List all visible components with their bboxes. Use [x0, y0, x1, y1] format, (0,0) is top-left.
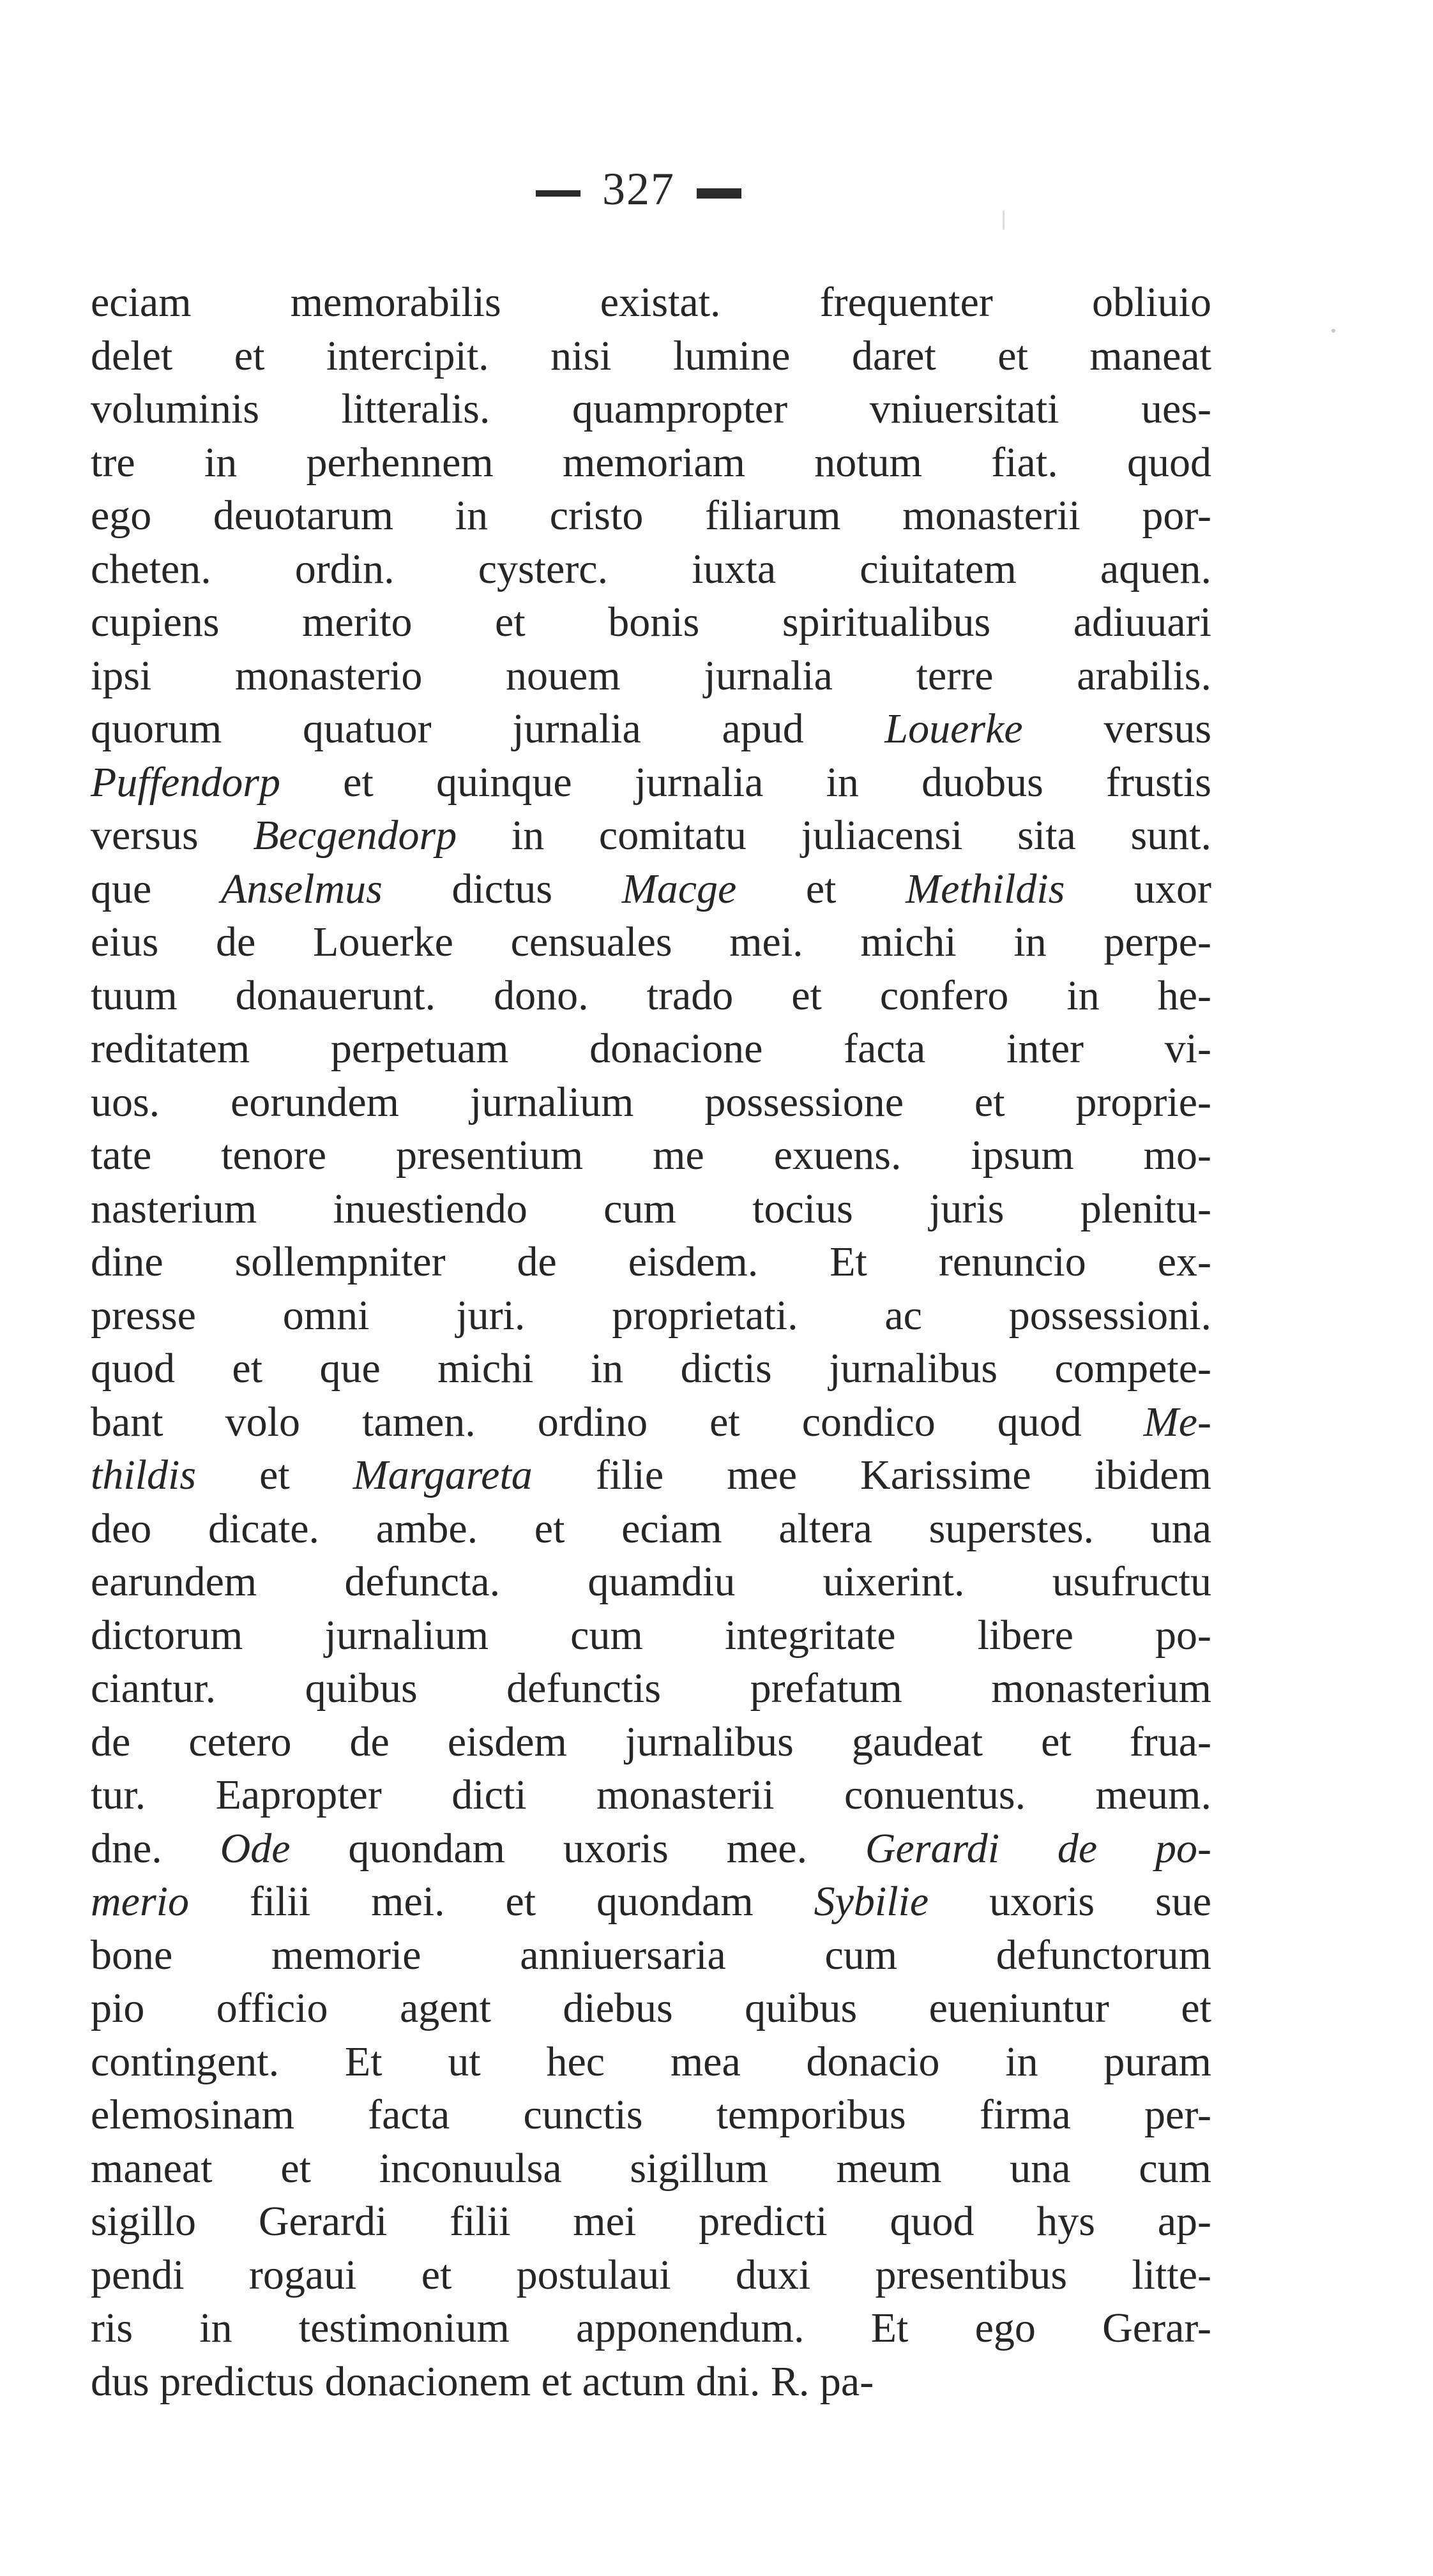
text-line — [91, 649, 1211, 703]
italic-name-segment: Me- — [1143, 1398, 1211, 1445]
text-line — [91, 1022, 1211, 1076]
text-segment: pendi rogaui et postulaui duxi presentibus litte- — [91, 2251, 1211, 2298]
text-line — [91, 1609, 1211, 1662]
text-line — [91, 969, 1211, 1023]
text-line — [91, 2142, 1211, 2196]
text-segment: dictorum jurnalium cum integritate libere po- — [91, 1611, 1211, 1659]
text-segment: filie mee Karissime ibidem — [532, 1452, 1211, 1498]
text-line — [91, 2355, 1211, 2409]
text-segment: contingent. Et ut hec mea donacio in puram — [91, 2038, 1211, 2085]
text-segment: elemosinam facta cunctis temporibus firma per- — [91, 2091, 1211, 2138]
text-segment: uxoris sue — [929, 1878, 1211, 1925]
text-line — [91, 596, 1211, 649]
text-line — [91, 2301, 1211, 2355]
text-line — [91, 1502, 1211, 1556]
text-line — [91, 1875, 1211, 1929]
text-line — [91, 1929, 1211, 1982]
text-segment: tre in perhennem memoriam notum fiat. quod — [91, 439, 1211, 486]
text-segment: uos. eorundem jurnalium possessione et proprie- — [91, 1078, 1211, 1126]
text-line — [91, 436, 1211, 490]
text-segment: bant volo tamen. ordino et condico quod — [91, 1398, 1144, 1445]
text-segment: eciam memorabilis existat. frequenter obliuio — [91, 279, 1211, 326]
italic-name-segment: Anselmus — [220, 865, 383, 912]
text-line — [91, 1768, 1211, 1822]
paper-mark — [1003, 211, 1005, 230]
text-segment: delet et intercipit. nisi lumine daret et maneat — [91, 332, 1211, 379]
text-segment: maneat et inconuulsa sigillum meum una cum — [91, 2144, 1211, 2192]
text-line — [91, 809, 1211, 862]
text-segment: voluminis litteralis. quampropter vniuersitati ues- — [91, 386, 1211, 432]
text-line — [91, 2088, 1211, 2142]
text-segment: ciantur. quibus defunctis prefatum monasterium — [91, 1665, 1211, 1712]
italic-name-segment: Margareta — [353, 1452, 533, 1498]
text-segment: quondam uxoris mee. — [290, 1825, 865, 1872]
page-number: 327 — [602, 163, 675, 215]
text-line — [91, 276, 1211, 329]
text-segment: nasterium inuestiendo cum tocius juris plenitu- — [91, 1185, 1211, 1232]
text-line — [91, 1076, 1211, 1129]
text-line — [91, 1342, 1211, 1396]
text-segment: dus predictus donacionem et actum dni. R. pa- — [91, 2358, 874, 2405]
text-segment: tur. Eapropter dicti monasterii conuentus. meum. — [91, 1772, 1211, 1818]
text-segment: cheten. ordin. cysterc. iuxta ciuitatem aquen. — [91, 545, 1211, 592]
text-segment: versus — [1022, 705, 1211, 752]
text-segment: deo dicate. ambe. et eciam altera superstes. una — [91, 1505, 1211, 1552]
text-segment: dine sollempniter de eisdem. Et renuncio ex- — [91, 1239, 1211, 1285]
text-segment: cupiens merito et bonis spiritualibus adiuuari — [91, 599, 1211, 645]
text-line — [91, 382, 1211, 436]
text-line — [91, 915, 1211, 969]
text-line — [91, 1982, 1211, 2035]
text-line — [91, 1449, 1211, 1502]
text-segment: que — [91, 865, 221, 912]
text-line — [91, 1715, 1211, 1769]
italic-name-segment: Puffendorp — [91, 758, 280, 806]
text-line — [91, 756, 1211, 810]
text-segment: dictus — [382, 865, 622, 912]
italic-name-segment: Methildis — [906, 865, 1065, 912]
text-line — [91, 1235, 1211, 1289]
text-segment: eius de Louerke censuales mei. michi in perpe- — [91, 919, 1211, 965]
text-segment: reditatem perpetuam donacione facta inter vi- — [91, 1025, 1211, 1072]
text-segment: in comitatu juliacensi sita sunt. — [457, 812, 1211, 859]
text-segment: dne. — [91, 1825, 220, 1872]
text-segment: filii mei. et quondam — [188, 1878, 814, 1925]
text-line — [91, 329, 1211, 383]
italic-name-segment: merio — [91, 1878, 189, 1925]
text-line — [91, 862, 1211, 916]
text-segment: ipsi monasterio nouem jurnalia terre arabilis. — [91, 652, 1211, 699]
italic-name-segment: Sybilie — [814, 1878, 929, 1925]
text-line — [91, 2248, 1211, 2302]
text-segment: uxor — [1065, 865, 1212, 912]
text-line — [91, 489, 1211, 543]
italic-name-segment: Macge — [621, 865, 737, 912]
text-segment: et quinque jurnalia in duobus frustis — [280, 758, 1211, 806]
text-segment: quorum quatuor jurnalia apud — [91, 705, 885, 752]
text-segment: sigillo Gerardi filii mei predicti quod hys ap- — [91, 2198, 1211, 2245]
text-line — [91, 543, 1211, 596]
header-right-dash — [697, 188, 741, 199]
paper-speck — [1331, 329, 1335, 333]
text-segment: ego deuotarum in cristo filiarum monasterii por- — [91, 492, 1211, 539]
text-line — [91, 2195, 1211, 2248]
text-segment: de cetero de eisdem jurnalibus gaudeat et frua- — [91, 1718, 1211, 1765]
text-segment: bone memorie anniuersaria cum defunctorum — [91, 1931, 1211, 1978]
text-line — [91, 1555, 1211, 1609]
text-segment: et — [196, 1452, 353, 1498]
header-left-dash — [536, 190, 580, 197]
text-line — [91, 1662, 1211, 1715]
text-segment: quod et que michi in dictis jurnalibus compete- — [91, 1345, 1211, 1392]
text-line — [91, 2035, 1211, 2089]
text-line — [91, 1129, 1211, 1182]
text-line — [91, 1289, 1211, 1343]
text-segment: tuum donauerunt. dono. trado et confero in he- — [91, 972, 1211, 1019]
text-segment: et — [736, 865, 906, 912]
italic-name-segment: Gerardi de po- — [865, 1825, 1211, 1872]
text-segment: earundem defuncta. quamdiu uixerint. usufructu — [91, 1558, 1211, 1605]
text-segment: ris in testimonium apponendum. Et ego Gerar- — [91, 2305, 1211, 2351]
text-segment: presse omni juri. proprietati. ac possessioni. — [91, 1292, 1211, 1339]
italic-name-segment: Louerke — [884, 705, 1023, 752]
text-line — [91, 1396, 1211, 1449]
text-line — [91, 1182, 1211, 1236]
italic-name-segment: thildis — [91, 1452, 197, 1498]
page-number-header — [485, 163, 792, 216]
italic-name-segment: Becgendorp — [253, 812, 457, 859]
text-line — [91, 702, 1211, 756]
charter-text-body — [91, 276, 1211, 2408]
text-segment: versus — [91, 812, 254, 859]
text-segment: pio officio agent diebus quibus eueniuntur et — [91, 1985, 1211, 2031]
italic-name-segment: Ode — [220, 1825, 291, 1872]
text-line — [91, 1822, 1211, 1876]
text-segment: tate tenore presentium me exuens. ipsum mo- — [91, 1132, 1211, 1179]
